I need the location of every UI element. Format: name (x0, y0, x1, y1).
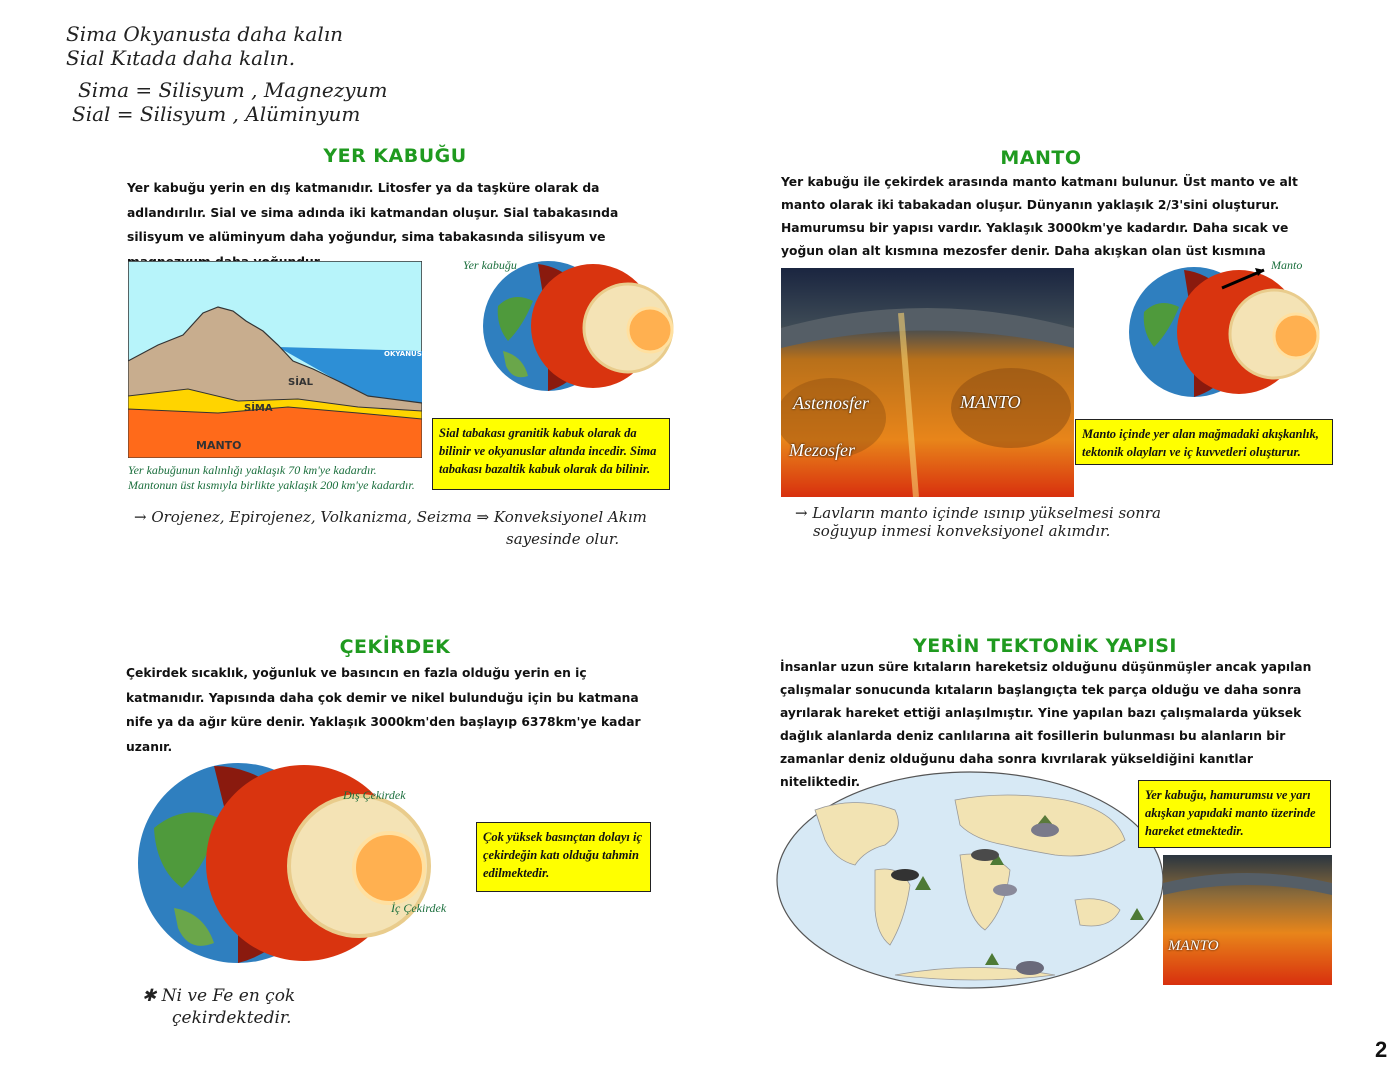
note-line: Sima Okyanusta daha kalın (66, 22, 344, 46)
note-line: → Lavların manto içinde ısınıp yükselmesi sonra (795, 504, 1161, 522)
crust-handwritten-note (134, 506, 674, 550)
label-manto: MANTO (960, 392, 1021, 412)
mantle-handwritten-note (795, 504, 1295, 540)
note-line: Sial = Silisyum , Alüminyum (72, 102, 361, 126)
globe-label-mantle: Manto (1271, 258, 1303, 272)
tectonic-mantle-photo (1163, 855, 1332, 985)
label-ocean: OKYANUS (384, 350, 422, 358)
crust-diagram (128, 261, 422, 458)
handwritten-note-top (66, 22, 426, 126)
label-sial: SİAL (288, 377, 314, 388)
tectonic-note-box: Yer kabuğu, hamurumsu ve yarı akışkan yapıdaki manto üzerinde hareket etmektedir. (1138, 780, 1331, 848)
note-line: sayesinde olur. (506, 530, 620, 548)
label-sima: SİMA (244, 403, 273, 414)
label-mezosfer: Mezosfer (789, 440, 855, 460)
mantle-title: MANTO (1000, 147, 1082, 169)
crust-caption (128, 463, 448, 493)
world-map (775, 770, 1165, 990)
note-line: Sima = Silisyum , Magnezyum (78, 78, 388, 102)
crust-title: YER KABUĞU (323, 145, 467, 167)
label-astenosfer: Astenosfer (793, 393, 869, 413)
tectonic-title: YERİN TEKTONİK YAPISI (913, 635, 1177, 657)
note-line: → Orojenez, Epirojenez, Volkanizma, Seizma ⇒ Konveksiyonel Akım (134, 508, 647, 526)
label-mantle: MANTO (196, 439, 242, 452)
core-note-box: Çok yüksek basınçtan dolayı iç çekirdeğin katı olduğu tahmin edilmektedir. (476, 822, 651, 892)
tectonic-text: İnsanlar uzun süre kıtaların hareketsiz olduğunu düşünmüşler ancak yapılan çalışmalar sonucunda kıtaların başlangıçta tek parça olduğu ve daha sonra ayrılarak hareket ettiği anlaşılmıştır. Yine yapılan bazı çalışmalarda yüksek dağlık alanlarda deniz canlılarına ait fosillerin bulunması bu alanların bir zamanlar deniz olduğunu daha sonra kıvrılarak yükseldiğini kanıtlar niteliktedir. (780, 660, 1312, 789)
page-number: 2 (1375, 1037, 1388, 1062)
caption-line: Yer kabuğunun kalınlığı yaklaşık 70 km'ye kadardır. (128, 463, 377, 477)
core-title: ÇEKİRDEK (339, 636, 451, 658)
core-handwritten-note (142, 985, 442, 1029)
note-line: çekirdektedir. (172, 1008, 292, 1028)
note-line: soğuyup inmesi konveksiyonel akımdır. (813, 522, 1111, 540)
note-line: ✱ Ni ve Fe en çok (142, 986, 296, 1006)
label-outer-core: Dış Çekirdek (343, 788, 406, 802)
crust-note-box: Sial tabakası granitik kabuk olarak da bilinir ve okyanuslar altında incedir. Sima tabakası bazaltik kabuk olarak da bilinir. (432, 418, 670, 490)
mantle-text: Yer kabuğu ile çekirdek arasında manto katmanı bulunur. Üst manto ve alt manto olarak iki tabakadan oluşur. Dünyanın yaklaşık 2/3'sini oluşturur. Hamurumsu bir yapısı vardır. Yaklaşık 3000km'ye kadardır. Daha sıcak ve yoğun olan alt kısmına mezosfer denir. Daha akışkan olan üst kısmına (781, 175, 1298, 258)
crust-text: Yer kabuğu yerin en dış katmanıdır. Litosfer ya da taşküre olarak da adlandırılır. Sial ve sima adında iki katmandan oluşur. Sial tabakasında silisyum ve alüminyum daha yoğundur, sima tabakasında silisyum ve (127, 181, 619, 244)
tectonic-photo-label: MANTO (1168, 938, 1219, 954)
mantle-photo (781, 268, 1074, 497)
globe-label-crust: Yer kabuğu (463, 258, 517, 272)
note-line: Sial Kıtada daha kalın. (66, 46, 296, 70)
label-inner-core: İç Çekirdek (391, 901, 447, 915)
earth-layers-globe-crust (478, 256, 678, 396)
mantle-note-box: Manto içinde yer alan mağmadaki akışkanlık, tektonik olayları ve iç kuvvetleri oluşturur. (1075, 419, 1333, 465)
earth-layers-globe-mantle (1124, 262, 1324, 402)
core-text: Çekirdek sıcaklık, yoğunluk ve basıncın en fazla olduğu yerin en iç katmanıdır. Yapısında daha çok demir ve nikel bulunduğu için bu katmana nife ya da ağır küre denir. Yaklaşık 3000km'den başlayıp 6378km'ye kadar uzanır. (126, 666, 641, 754)
caption-line: Mantonun üst kısmıyla birlikte yaklaşık 200 km'ye kadardır. (128, 478, 415, 492)
